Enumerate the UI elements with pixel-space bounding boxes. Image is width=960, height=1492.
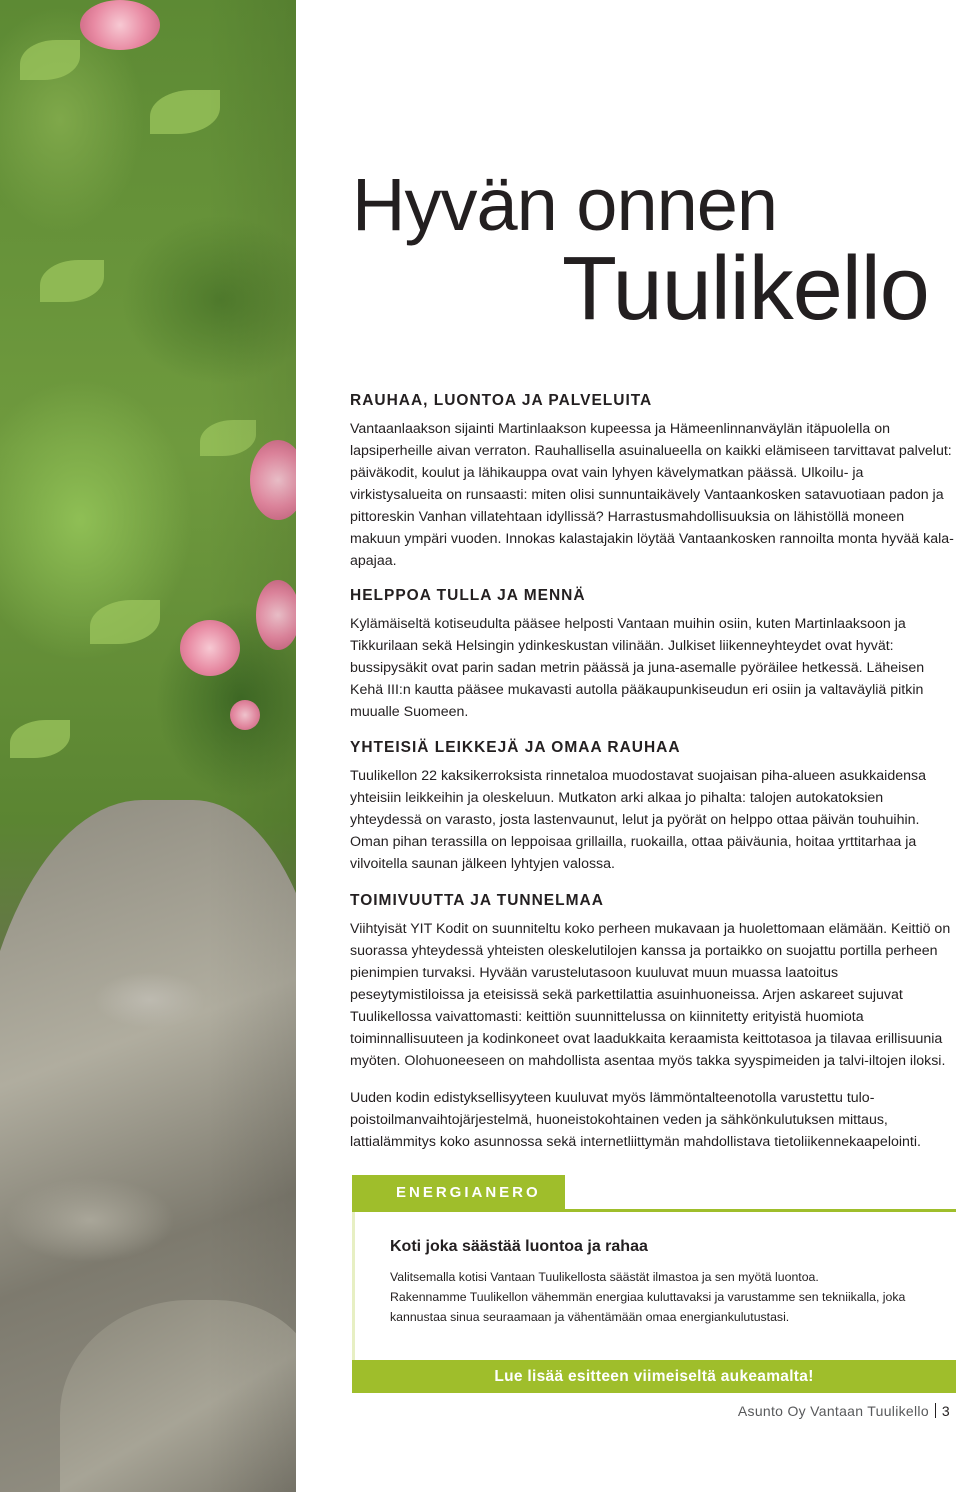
section-heading: HELPPOA TULLA JA MENNÄ	[350, 587, 586, 604]
page-footer	[738, 1403, 950, 1419]
title-line-2: Tuulikello	[562, 239, 929, 339]
section-heading: YHTEISIÄ LEIKKEJÄ JA OMAA RAUHAA	[350, 739, 681, 756]
page-title	[352, 163, 952, 339]
section-toimivuutta	[350, 892, 954, 1072]
section-rauhaa	[350, 392, 954, 572]
title-line-1: Hyvän onnen	[352, 163, 778, 246]
page-number: 3	[941, 1403, 950, 1419]
divider	[935, 1403, 936, 1418]
footer-text: Asunto Oy Vantaan Tuulikello	[737, 1403, 929, 1419]
section-yhteisia	[350, 739, 954, 875]
section-body: Vantaanlaakson sijainti Martinlaakson kupeessa ja Hämeenlinnanväylän itäpuolella on lapsiperheille aivan verraton. Rauhallisella asuinalueella on kaikki elämiseen tarvittavat palvelut: päiväkodit, koulut ja lähikauppa ovat vain lyhyen kävelymatkan päässä. Ulkoilu- ja virkistysalueita on runsaasti: miten olisi sunnuntaikävely Vantaankosken satavuotiaan padon ja pittoreskin Vanhan villatehtaan idyllissä? Harrastusmahdollisuuksia on lähistöllä moneen makuun ympäri vuoden. Innokas kalastajakin löytää Vantaankosken rannoilta monta hyvää kala-apajaa.	[350, 421, 954, 569]
energy-text-1: Valitsemalla kotisi Vantaan Tuulikellosta säästät ilmastoa ja sen myötä luontoa.	[390, 1270, 819, 1284]
section-heading: TOIMIVUUTTA JA TUNNELMAA	[350, 892, 604, 909]
read-more-banner: Lue lisää esitteen viimeiseltä aukeamalta!	[352, 1360, 956, 1393]
energy-text-2: Rakennamme Tuulikellon vähemmän energiaa kuluttavaksi ja varustamme sen tekniikalla, joka kannustaa sinua seuraamaan ja vähentämään omaa energiankulutustasi.	[390, 1290, 906, 1324]
energy-tab-label: ENERGIANERO	[352, 1175, 565, 1211]
extra-paragraph: Uuden kodin edistyksellisyyteen kuuluvat myös lämmöntalteenotolla varustettu tulo-poistoilmanvaihtojärjestelmä, huoneistokohtainen veden ja sähkönkulutuksen mittaus, lattialämmitys koko asunnossa sekä internetliittymän mahdollistava tietoliikennekaapelointi.	[350, 1090, 921, 1150]
section-extra	[350, 1087, 954, 1153]
energy-heading: Koti joka säästää luontoa ja rahaa	[390, 1238, 648, 1255]
section-body: Kylämäiseltä kotiseudulta pääsee helposti Vantaan muihin osiin, kuten Martinlaaksoon ja Tikkurilaan sekä Helsingin ydinkeskustan vilinään. Julkiset liikenneyhteydet ovat hyvät: bussipysäkit ovat parin sadan metrin päässä ja juna-asemalle pyöräilee hetkessä. Läheisen Kehä III:n kautta pääsee mukavasti autolla pääkaupunkiseudun eri osiin ja valtaväyliä pitkin muualle Suomeen.	[350, 616, 925, 720]
section-body: Viihtyisät YIT Kodit on suunniteltu koko perheen mukavaan ja huolettomaan elämään. Keittiö on suorassa yhteydessä yhteisten oleskelutilojen kanssa ja portaikko on suojattu portilla perheen pienimpien turvaksi. Hyvään varustelutasoon kuuluvat muun muassa laatoitus peseytymistiloissa ja eteisissä sekä parkettilattia asuinhuoneissa. Arjen askareet sujuvat Tuulikellossa vaivattomasti: keittiön suunnittelussa on kiinnitetty erityistä huomiota toiminnallisuuteen ja kodinkoneet ovat laadukkaita keraamista keittotasoa ja tilavaa erillisuunia myöten. Olohuoneeseen on mahdollista asentaa myös takka syyspimeiden ja talvi-iltojen iloksi.	[350, 921, 951, 1069]
section-helppoa	[350, 587, 954, 723]
section-body: Tuulikellon 22 kaksikerroksista rinnetaloa muodostavat suojaisan piha-alueen asukkaidensa yhteisiin leikkeihin ja oleskeluun. Mutkaton arki alkaa jo pihalta: talojen autokatoksien yhteydessä on varasto, josta lastenvaunut, lelut ja pyörät on helppo ottaa päivän touhuihin. Oman pihan terassilla on leppoisaa grillailla, ruokailla, ottaa päiväunia, hoitaa yrttitarhaa ja vilvoitella saunan jälkeen lyhtyjen valossa.	[350, 768, 926, 872]
nature-photo	[0, 0, 296, 1492]
section-heading: RAUHAA, LUONTOA JA PALVELUITA	[350, 392, 653, 409]
